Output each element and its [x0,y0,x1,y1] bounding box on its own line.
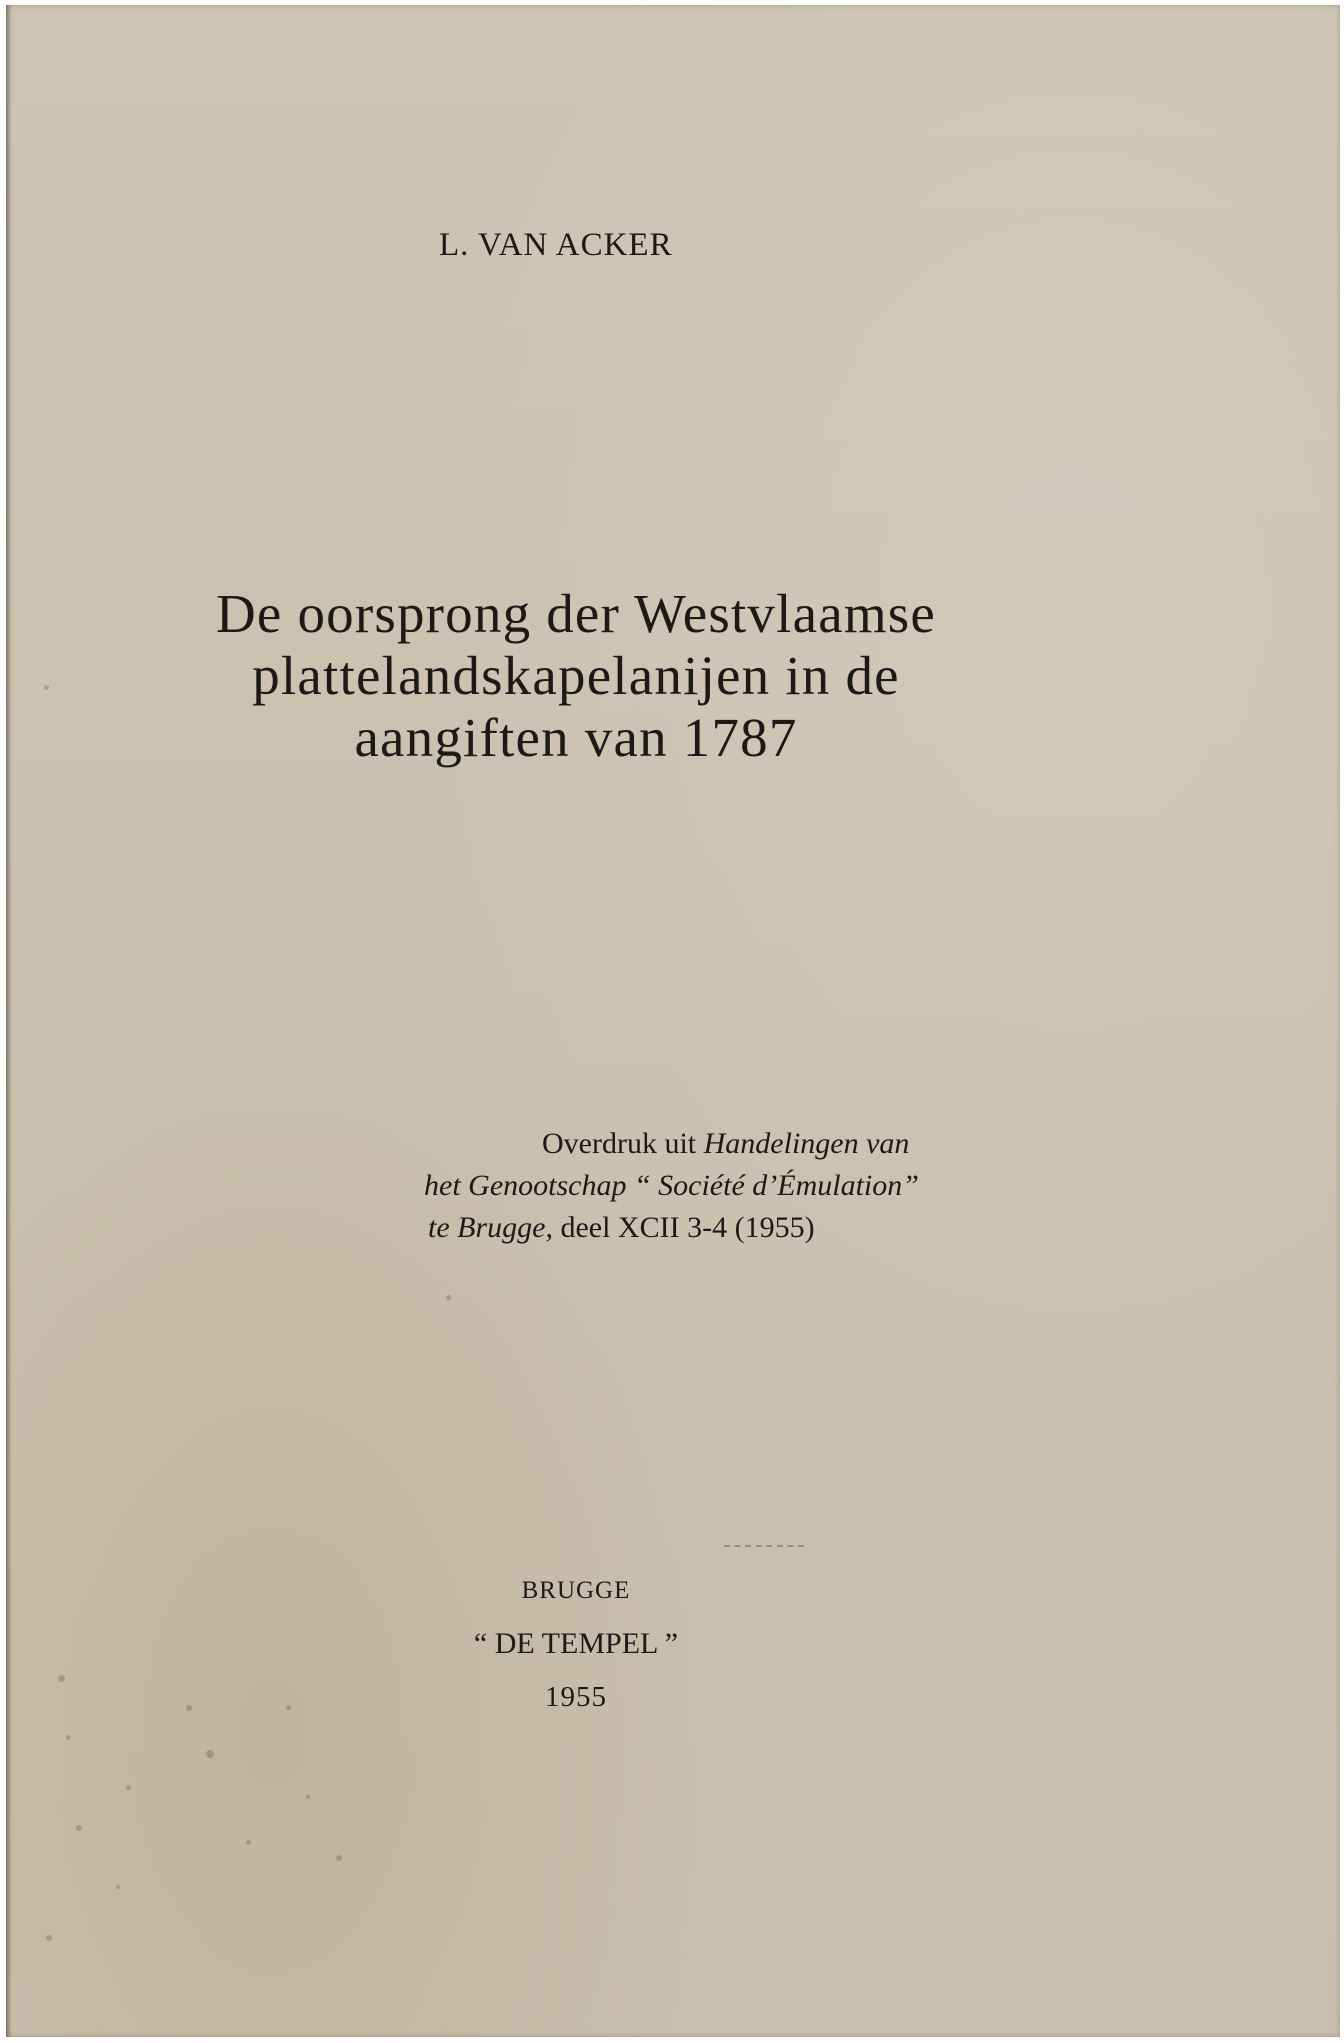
pencil-mark [724,1545,804,1549]
book-title [146,583,1006,769]
author-name: L. VAN ACKER [439,227,673,263]
offprint-line-3 [406,1207,986,1249]
foxing-spot [306,1795,310,1799]
title-line-3: aangiften van 1787 [354,707,798,768]
offprint-journal-part-1: Handelingen van [703,1127,910,1160]
offprint-line-2 [406,1165,986,1207]
foxing-spot [76,1825,82,1831]
foxing-spot [186,1705,192,1711]
offprint-journal-part-2: het Genootschap “ Société d’Émulation” [424,1169,919,1202]
book-cover [6,5,1340,2037]
offprint-line-1 [406,1123,986,1165]
foxing-spot [116,1885,120,1889]
foxing-spot [206,1750,214,1758]
imprint-publisher: “ DE TEMPEL ” [473,1627,679,1660]
offprint-prefix: Overdruk uit [542,1127,704,1160]
foxing-spot [58,1675,65,1682]
offprint-place: te Brugge, [428,1211,553,1244]
title-line-1: De oorsprong der Westvlaamse [215,583,937,644]
imprint-year: 1955 [545,1681,607,1713]
foxing-spot [66,1735,71,1740]
imprint-city: BRUGGE [521,1577,631,1604]
imprint [386,1577,766,1714]
foxing-spot [446,1295,451,1300]
cover-edge-shadow [6,5,12,2037]
foxing-spot [336,1855,342,1861]
title-line-2: plattelandskapelanijen in de [252,645,900,706]
foxing-spot [246,1840,251,1845]
foxing-spot [46,1935,52,1941]
offprint-volume: deel XCII 3-4 (1955) [552,1211,815,1244]
foxing-spot [44,685,49,690]
foxing-spot [286,1705,291,1710]
offprint-note [406,1123,986,1249]
foxing-spot [126,1785,131,1790]
